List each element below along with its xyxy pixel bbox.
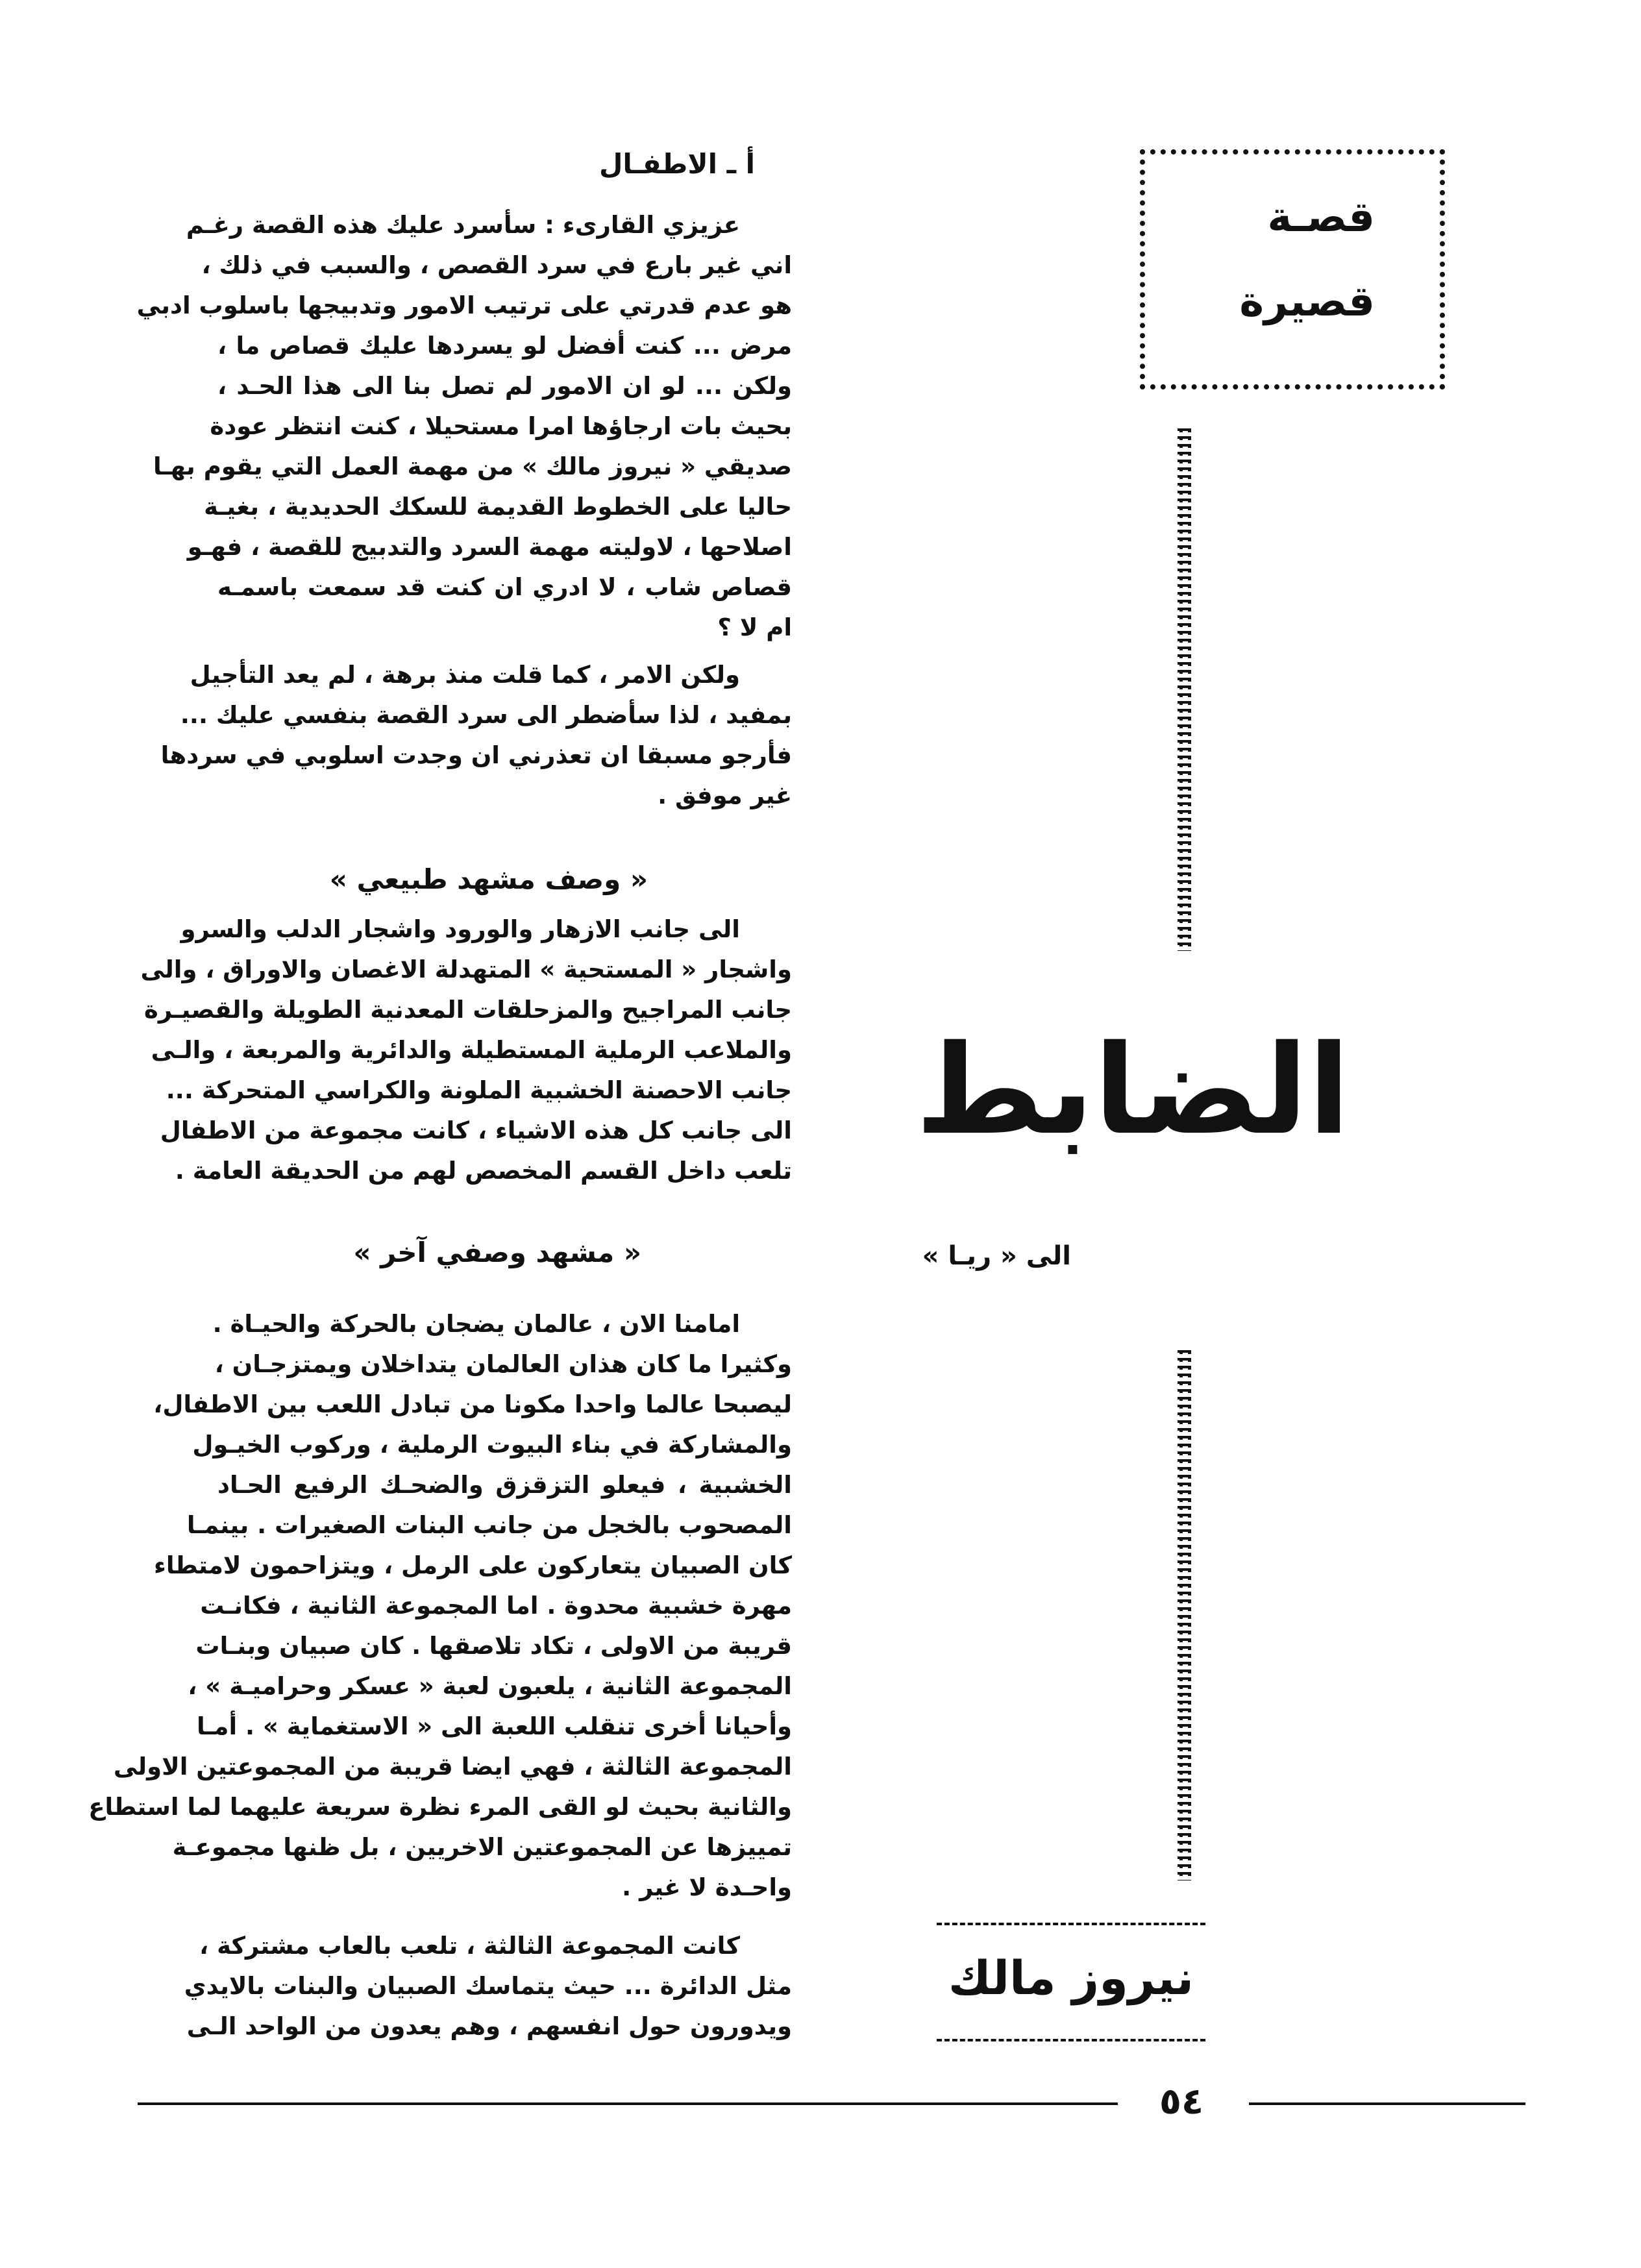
text-line: ام لا ؟	[717, 613, 792, 641]
text-line: اصلاحها ، لاوليته مهمة السرد والتدبيج للقصة ، فهـو	[187, 533, 792, 561]
section-heading-another-scene: « مشهد وصفي آخر »	[353, 1237, 641, 1268]
text-line: ولكن الامر ، كما قلت منذ برهة ، لم يعد التأجيل	[190, 661, 740, 689]
text-line: والمشاركة في بناء البيوت الرملية ، وركوب الخيـول	[192, 1431, 792, 1459]
text-line: واحـدة لا غير .	[622, 1873, 792, 1901]
paragraph	[184, 1926, 792, 2047]
text-line: والثانية بحيث لو القى المرء نظرة سريعة عليهما لما استطاع	[88, 1793, 792, 1821]
text-line: ولكن ... لو ان الامور لم تصل بنا الى هذا الحـد ،	[217, 372, 792, 400]
paragraph	[140, 909, 792, 1191]
text-line: تمييزها عن المجموعتين الاخريين ، بل ظنها مجموعـة	[172, 1833, 792, 1861]
dedication: الى « ريـا »	[922, 1241, 1071, 1271]
text-line: غير موفق .	[658, 782, 792, 809]
text-line: والملاعب الرملية المستطيلة والدائرية والمربعة ، والـى	[151, 1036, 792, 1064]
paragraph	[160, 655, 792, 816]
story-title: الضابط	[915, 1018, 1350, 1162]
text-line: المجموعة الثانية ، يلعبون لعبة « عسكر وحراميـة » ،	[188, 1672, 792, 1700]
text-line: وكثيرا ما كان هذان العالمان يتداخلان ويمتزجـان ،	[214, 1350, 792, 1378]
paragraph	[136, 205, 792, 648]
text-line: مهرة خشبية محدوة . اما المجموعة الثانية ، فكانـت	[200, 1592, 792, 1620]
text-line: مثل الدائرة ... حيث يتماسك الصبيان والبنات بالايدي	[184, 1972, 792, 2000]
divider-dashed	[937, 1923, 1205, 1925]
text-line: جانب المراجيح والمزحلقات المعدنية الطويلة والقصيـرة	[143, 996, 792, 1024]
text-line: الى جانب الازهار والورود واشجار الدلب والسرو	[180, 915, 740, 943]
text-line: مرض ... كنت أفضل لو يسردها عليك قصاص ما ،	[217, 332, 792, 360]
text-line: صديقي « نيروز مالك » من مهمة العمل التي يقوم بهـا	[153, 452, 792, 480]
text-line: بحيث بات ارجاؤها امرا مستحيلا ، كنت انتظر عودة	[210, 412, 792, 440]
text-line: واشجار « المستحية » المتهدلة الاغصان والاوراق ، والى	[140, 955, 792, 983]
text-line: تلعب داخل القسم المخصص لهم من الحديقة العامة .	[175, 1157, 792, 1185]
page-number: ٥٤	[1159, 2080, 1204, 2123]
decorative-zigzag-divider	[1178, 428, 1191, 951]
text-line: حاليا على الخطوط القديمة للسكك الحديدية ، بغيـة	[204, 493, 792, 521]
author-name: نيروز مالك	[948, 1951, 1194, 2005]
divider-dashed	[937, 2039, 1205, 2041]
text-line: بمفيد ، لذا سأضطر الى سرد القصة بنفسي عليك ...	[180, 701, 792, 729]
text-line: كانت المجموعة الثالثة ، تلعب بالعاب مشتركة ،	[199, 1932, 740, 1960]
text-line: هو عدم قدرتي على ترتيب الامور وتدبيجها باسلوب ادبي	[136, 291, 792, 319]
footer-rule	[138, 2102, 1118, 2105]
text-line: الخشبية ، فيعلو التزقزق والضحـك الرفيع الحـاد	[217, 1471, 792, 1499]
text-line: عزيزي القارىء : سأسرد عليك هذه القصة رغـم	[186, 211, 740, 239]
section-heading-nature-scene: « وصف مشهد طبيعي »	[329, 863, 648, 895]
text-line: قريبة من الاولى ، تكاد تلاصقها . كان صبيان وبنـات	[195, 1632, 792, 1660]
text-line: ليصبحا عالما واحدا مكونا من تبادل اللعب بين الاطفال،	[153, 1390, 792, 1418]
text-line: اني غير بارع في سرد القصص ، والسبب في ذلك ،	[201, 251, 792, 279]
footer-rule	[1249, 2102, 1525, 2105]
text-line: وأحيانا أخرى تنقلب اللعبة الى « الاستغماية » . أمـا	[197, 1712, 792, 1740]
box-label-line1: قصـة	[1267, 193, 1375, 241]
text-line: امامنا الان ، عالمان يضجان بالحركة والحيـاة .	[212, 1310, 740, 1338]
section-heading-children: أ ـ الاطفـال	[598, 148, 755, 180]
text-line: الى جانب كل هذه الاشياء ، كانت مجموعة من الاطفال	[160, 1116, 792, 1144]
text-line: كان الصبيان يتعاركون على الرمل ، ويتزاحمون لامتطاء	[154, 1551, 792, 1579]
text-line: المصحوب بالخجل من جانب البنات الصغيرات . بينمـا	[186, 1511, 792, 1539]
short-story-label-box	[1140, 149, 1445, 389]
paragraph	[88, 1304, 792, 1908]
text-line: جانب الاحصنة الخشبية الملونة والكراسي المتحركة ...	[166, 1076, 792, 1104]
box-label-line2: قصيرة	[1239, 278, 1375, 326]
decorative-zigzag-divider	[1178, 1350, 1191, 1880]
text-line: ويدورون حول انفسهم ، وهم يعدون من الواحد الـى	[186, 2012, 792, 2040]
text-line: قصاص شاب ، لا ادري ان كنت قد سمعت باسمـه	[217, 573, 792, 601]
text-line: فأرجو مسبقا ان تعذرني ان وجدت اسلوبي في سردها	[160, 741, 792, 769]
text-line: المجموعة الثالثة ، فهي ايضا قريبة من المجموعتين الاولى	[113, 1753, 792, 1781]
